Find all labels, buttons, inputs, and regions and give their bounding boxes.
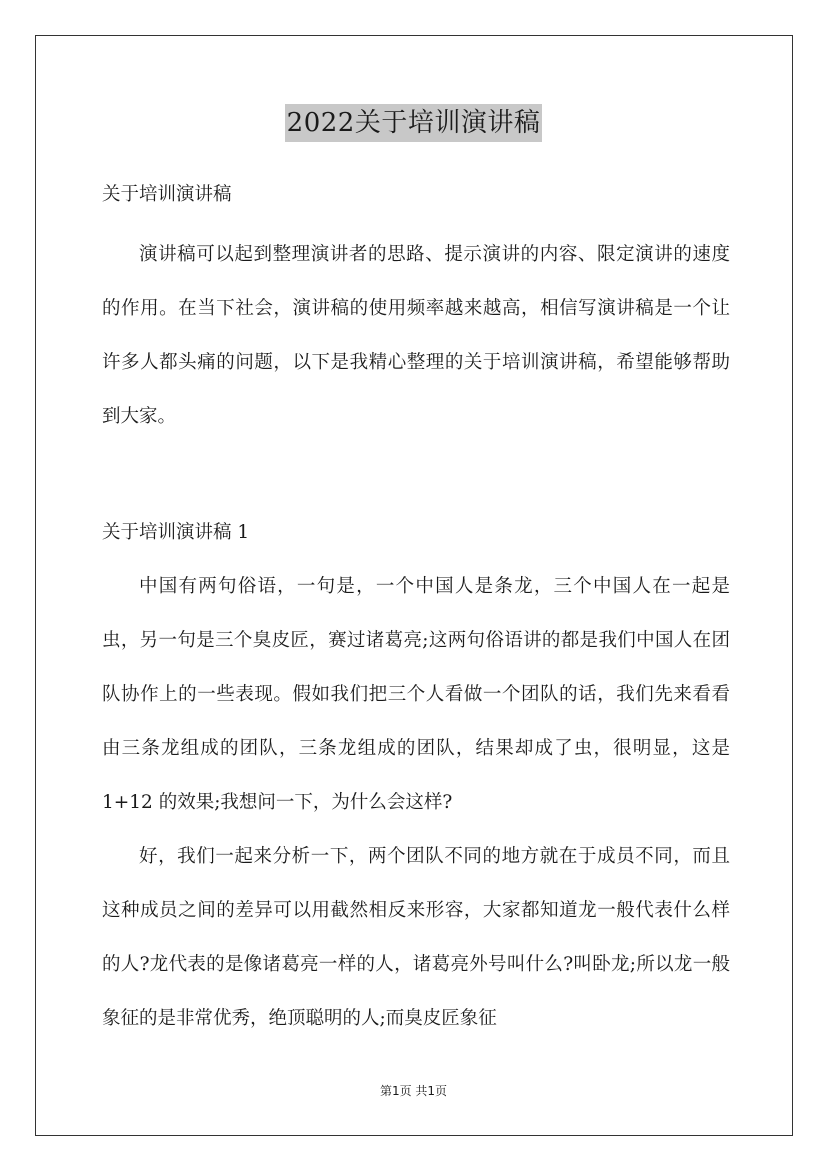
document-body <box>102 176 730 1046</box>
section-heading-intro: 关于培训演讲稿 <box>102 184 232 205</box>
speech-1-paragraph-1: 中国有两句俗语，一句是，一个中国人是条龙，三个中国人在一起是虫，另一句是三个臭皮匠，赛过诸葛亮;这两句俗语讲的都是我们中国人在团队协作上的一些表现。假如我们把三个人看做一个团队的话，我们先来看看由三条龙组成的团队，三条龙组成的团队，结果却成了虫，很明显，这是 1+12 的效果;我想问一下，为什么会这样? <box>102 576 730 813</box>
document-title: 2022关于培训演讲稿 <box>285 104 543 142</box>
intro-paragraph: 演讲稿可以起到整理演讲者的思路、提示演讲的内容、限定演讲的速度的作用。在当下社会，演讲稿的使用频率越来越高，相信写演讲稿是一个让许多人都头痛的问题，以下是我精心整理的关于培训演讲稿，希望能够帮助到大家。 <box>102 244 730 427</box>
page-number-footer: 第1页 共1页 <box>379 1084 448 1098</box>
speech-1-paragraph-2: 好，我们一起来分析一下，两个团队不同的地方就在于成员不同，而且这种成员之间的差异可以用截然相反来形容，大家都知道龙一般代表什么样的人?龙代表的是像诸葛亮一样的人，诸葛亮外号叫什么?叫卧龙;所以龙一般象征的是非常优秀，绝顶聪明的人;而臭皮匠象征 <box>102 846 730 1029</box>
section-heading-speech-1: 关于培训演讲稿 1 <box>102 522 250 543</box>
title-container <box>0 104 827 142</box>
